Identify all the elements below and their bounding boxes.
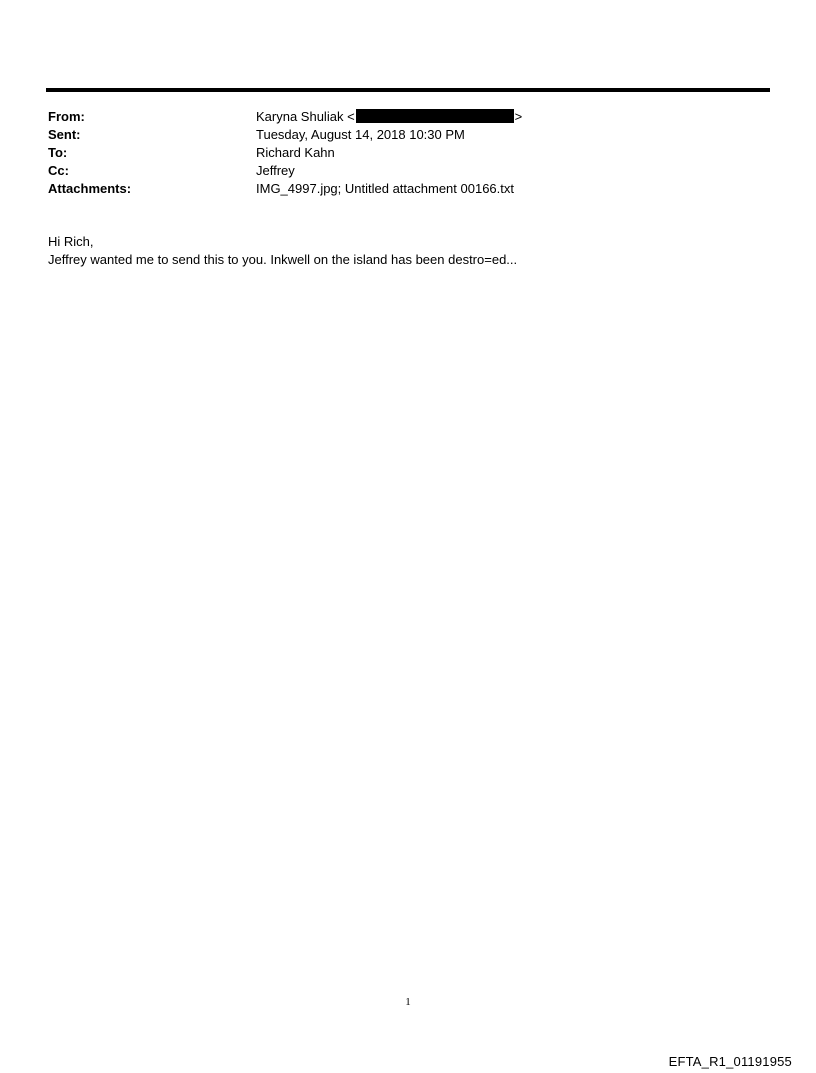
message-line: Jeffrey wanted me to send this to you. Inkwell on the island has been destro=ed... xyxy=(48,252,518,267)
email-close-bracket: > xyxy=(514,109,523,124)
document-id: EFTA_R1_01191955 xyxy=(668,1054,792,1069)
email-open-bracket: < xyxy=(347,109,355,124)
attachments-label: Attachments: xyxy=(48,181,132,196)
greeting-line: Hi Rich, xyxy=(48,234,94,249)
cc-row xyxy=(48,162,748,180)
from-label: From: xyxy=(48,109,85,124)
email-header xyxy=(48,108,748,198)
to-value: Richard Kahn xyxy=(256,145,335,160)
sent-label: Sent: xyxy=(48,127,81,142)
attachments-value: IMG_4997.jpg; Untitled attachment 00166.txt xyxy=(256,181,514,196)
from-value xyxy=(256,108,748,126)
cc-value: Jeffrey xyxy=(256,163,295,178)
email-body xyxy=(48,233,517,269)
from-row xyxy=(48,108,748,126)
header-divider xyxy=(46,88,770,92)
attachments-row xyxy=(48,180,748,198)
sent-value: Tuesday, August 14, 2018 10:30 PM xyxy=(256,127,465,142)
redaction-block xyxy=(356,109,514,123)
sender-name: Karyna Shuliak xyxy=(256,109,344,124)
to-label: To: xyxy=(48,145,68,160)
sent-row xyxy=(48,126,748,144)
cc-label: Cc: xyxy=(48,163,69,178)
to-row xyxy=(48,144,748,162)
page-number: 1 xyxy=(405,996,411,1008)
